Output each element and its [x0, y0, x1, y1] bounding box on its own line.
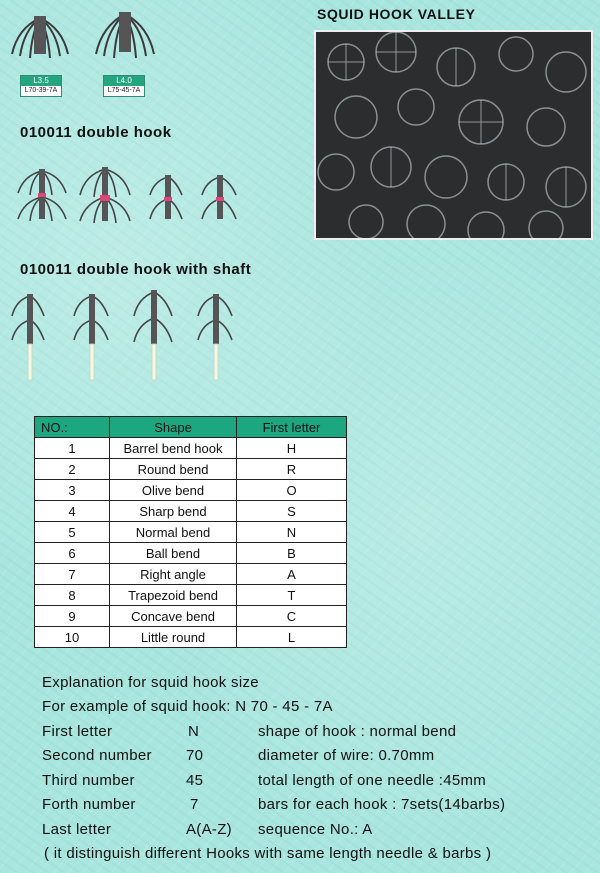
size-tag-label: L4.0	[104, 76, 144, 86]
explanation-example: For example of squid hook: N 70 - 45 - 7A	[42, 698, 333, 715]
cell-letter: N	[237, 522, 347, 543]
cell-no: 4	[35, 501, 110, 522]
cell-letter: B	[237, 543, 347, 564]
cell-no: 6	[35, 543, 110, 564]
exp-value-second-number: 70	[186, 747, 204, 764]
cell-shape: Normal bend	[110, 522, 237, 543]
cell-letter: R	[237, 459, 347, 480]
size-tag-l40	[103, 75, 145, 97]
cell-shape: Sharp bend	[110, 501, 237, 522]
cell-shape: Concave bend	[110, 606, 237, 627]
col-header-no: NO.:	[35, 417, 110, 438]
exp-desc-first-letter: shape of hook : normal bend	[258, 723, 457, 740]
double-hook-heading: 010011 double hook	[20, 124, 172, 141]
size-tag-code: L70-39-7A	[24, 87, 58, 94]
exp-label-third-number: Third number	[42, 772, 135, 789]
explanation-note: ( it distinguish different Hooks with same length needle & barbs )	[44, 845, 492, 862]
exp-value-last-letter: A(A-Z)	[186, 821, 232, 838]
exp-label-second-number: Second number	[42, 747, 152, 764]
table-row	[35, 627, 347, 648]
size-tag-code: L75-45-7A	[107, 87, 141, 94]
cell-shape: Right angle	[110, 564, 237, 585]
table-row	[35, 522, 347, 543]
exp-desc-third-number: total length of one needle :45mm	[258, 772, 487, 789]
cell-no: 3	[35, 480, 110, 501]
table-row	[35, 585, 347, 606]
table-row	[35, 480, 347, 501]
table-row	[35, 543, 347, 564]
cell-no: 2	[35, 459, 110, 480]
cell-no: 1	[35, 438, 110, 459]
squid-hook-l35-image	[8, 8, 72, 60]
table-row	[35, 459, 347, 480]
cell-shape: Little round	[110, 627, 237, 648]
double-hook-shaft-images	[8, 288, 248, 384]
cell-letter: T	[237, 585, 347, 606]
exp-desc-second-number: diameter of wire: 0.70mm	[258, 747, 435, 764]
cell-no: 9	[35, 606, 110, 627]
cell-letter: A	[237, 564, 347, 585]
explanation-title: Explanation for squid hook size	[42, 674, 259, 691]
exp-label-last-letter: Last letter	[42, 821, 112, 838]
size-tag-l35	[20, 75, 62, 97]
cell-shape: Trapezoid bend	[110, 585, 237, 606]
squid-hook-l40-image	[92, 6, 158, 60]
exp-value-third-number: 45	[186, 772, 204, 789]
exp-desc-last-letter: sequence No.: A	[258, 821, 373, 838]
table-header-row	[35, 417, 347, 438]
cell-no: 10	[35, 627, 110, 648]
cell-letter: L	[237, 627, 347, 648]
table-row	[35, 501, 347, 522]
photo-title: SQUID HOOK VALLEY	[317, 6, 476, 22]
exp-label-forth-number: Forth number	[42, 796, 136, 813]
col-header-shape: Shape	[110, 417, 237, 438]
cell-shape: Round bend	[110, 459, 237, 480]
cell-letter: H	[237, 438, 347, 459]
exp-value-forth-number: 7	[190, 796, 199, 813]
cell-shape: Ball bend	[110, 543, 237, 564]
double-hook-shaft-heading: 010011 double hook with shaft	[20, 261, 252, 278]
cell-no: 7	[35, 564, 110, 585]
cell-shape: Barrel bend hook	[110, 438, 237, 459]
exp-desc-forth-number: bars for each hook : 7sets(14barbs)	[258, 796, 506, 813]
hook-shape-table	[34, 416, 347, 648]
double-hook-images	[10, 165, 245, 225]
squid-hook-pile-photo	[314, 30, 593, 240]
cell-letter: S	[237, 501, 347, 522]
col-header-first-letter: First letter	[237, 417, 347, 438]
table-row	[35, 606, 347, 627]
cell-no: 8	[35, 585, 110, 606]
cell-letter: O	[237, 480, 347, 501]
size-tag-label: L3.5	[21, 76, 61, 86]
table-row	[35, 564, 347, 585]
exp-value-first-letter: N	[188, 723, 200, 740]
table-row	[35, 438, 347, 459]
cell-no: 5	[35, 522, 110, 543]
cell-letter: C	[237, 606, 347, 627]
cell-shape: Olive bend	[110, 480, 237, 501]
exp-label-first-letter: First letter	[42, 723, 113, 740]
